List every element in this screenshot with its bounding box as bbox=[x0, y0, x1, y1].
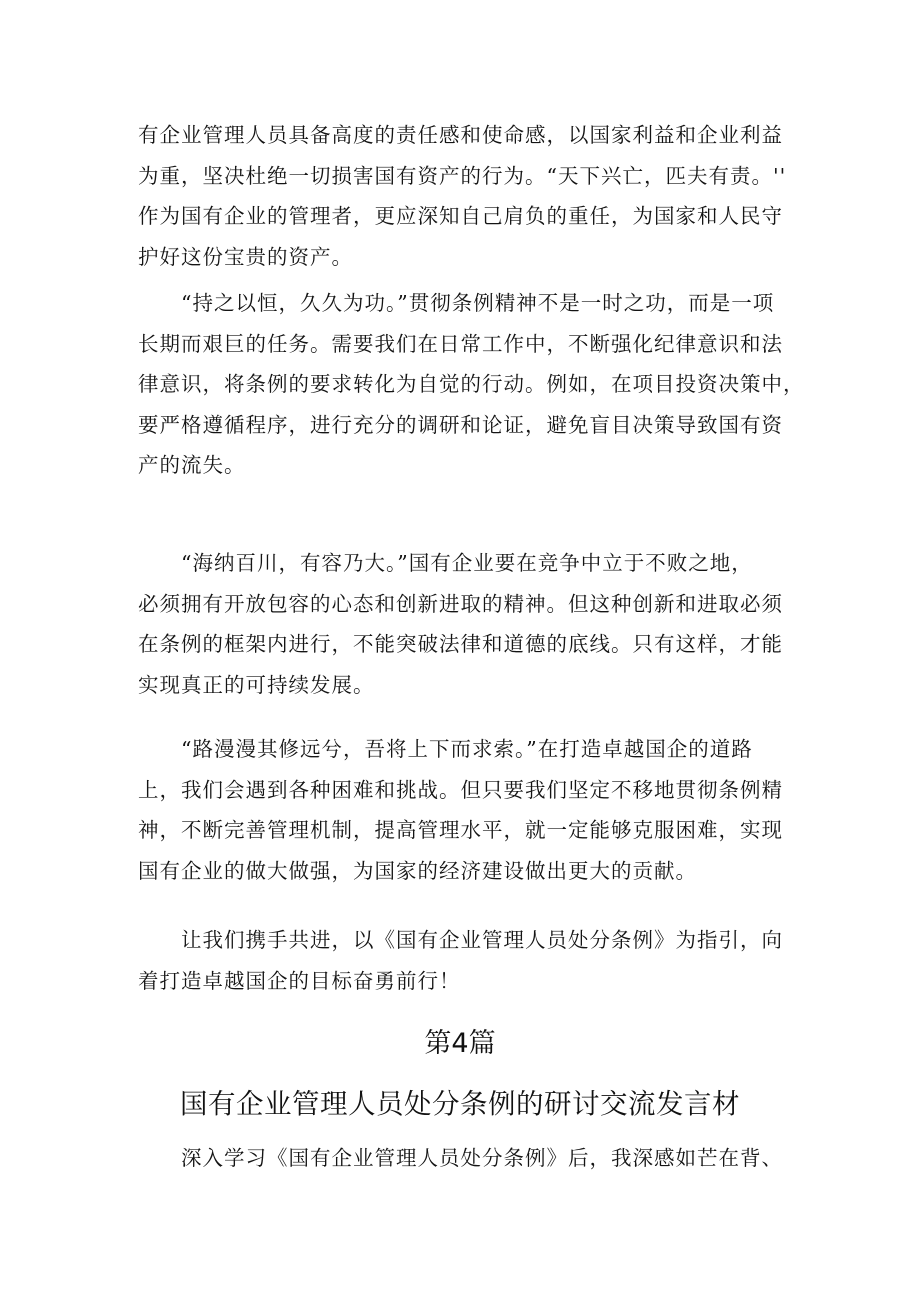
paragraph-line: 神，不断完善管理机制，提高管理水平，就一定能够克服困难，实现 bbox=[138, 818, 783, 842]
paragraph-line: 在条例的框架内进行，不能突破法律和道德的底线。只有这样，才能 bbox=[138, 632, 783, 656]
paragraph-line: “持之以恒，久久为功。”贯彻条例精神不是一时之功，而是一项 bbox=[138, 291, 775, 315]
paragraph-line: 产的流失。 bbox=[138, 453, 246, 477]
paragraph-1 bbox=[138, 115, 790, 277]
paragraph-line: 要严格遵循程序，进行充分的调研和论证，避免盲目决策导致国有资 bbox=[138, 412, 783, 437]
paragraph-line: 必须拥有开放包容的心态和创新进取的精神。但这种创新和进取必须 bbox=[138, 591, 783, 616]
paragraph-line: 长期而艰巨的任务。需要我们在日常工作中，不断强化纪律意识和法 bbox=[138, 331, 783, 356]
paragraph-5 bbox=[138, 920, 790, 1001]
paragraph-line: 深入学习《国有企业管理人员处分条例》后，我深感如芒在背、 bbox=[138, 1146, 783, 1170]
paragraph-line: 国有企业的做大做强，为国家的经济建设做出更大的贡献。 bbox=[138, 858, 697, 883]
paragraph-line: 作为国有企业的管理者，更应深知自己肩负的重任，为国家和人民守 bbox=[138, 204, 783, 228]
paragraph-line: 为重，坚决杜绝一切损害国有资产的行为。“天下兴亡，匹夫有责。'' bbox=[138, 163, 787, 188]
paragraph-3 bbox=[138, 543, 790, 705]
paragraph-line: “海纳百川，有容乃大。”国有企业要在竞争中立于不败之地， bbox=[138, 551, 753, 575]
paragraph-4 bbox=[138, 729, 790, 891]
paragraph-2 bbox=[138, 283, 805, 486]
paragraph-line: “路漫漫其修远兮，吾将上下而求索。”在打造卓越国企的道路 bbox=[138, 737, 753, 761]
section-heading: 第4篇 bbox=[424, 1028, 496, 1059]
paragraph-line: 有企业管理人员具备高度的责任感和使命感，以国家利益和企业利益 bbox=[138, 123, 783, 147]
paragraph-line: 护好这份宝贵的资产。 bbox=[138, 244, 353, 269]
paragraph-line: 律意识，将条例的要求转化为自觉的行动。例如，在项目投资决策中， bbox=[138, 372, 805, 396]
paragraph-line: 让我们携手共进，以《国有企业管理人员处分条例》为指引，向 bbox=[138, 928, 783, 952]
paragraph-final bbox=[138, 1138, 790, 1179]
paragraph-line: 着打造卓越国企的目标奋勇前行！ bbox=[138, 968, 461, 993]
paragraph-line: 上，我们会遇到各种困难和挑战。但只要我们坚定不移地贯彻条例精 bbox=[138, 777, 783, 802]
article-title: 国有企业管理人员处分条例的研讨交流发言材 bbox=[180, 1088, 740, 1120]
paragraph-line: 实现真正的可持续发展。 bbox=[138, 672, 375, 697]
